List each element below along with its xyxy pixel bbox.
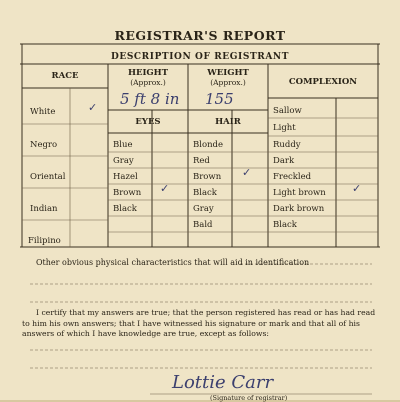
- weight-approx-label: (Approx.): [210, 78, 246, 87]
- complexion-option-light-brown: Light brown: [273, 188, 326, 198]
- hair-option-gray: Gray: [193, 204, 214, 214]
- complexion-option-sallow: Sallow: [273, 106, 302, 116]
- hair-header: HAIR: [215, 117, 241, 127]
- complexion-option-dark-brown: Dark brown: [273, 204, 325, 214]
- eyes-option-hazel: Hazel: [113, 172, 138, 182]
- complexion-header: COMPLEXION: [288, 77, 358, 87]
- hair-option-bald: Bald: [193, 220, 213, 230]
- complexion-option-light: Light: [273, 123, 296, 133]
- eyes-brown-check-mark: ✓: [160, 182, 170, 195]
- certification-paragraph: I certify that my answers are true; that the person registered has read or has had read to him his own answers; that I have witnessed his signature or mark and that all of his answers of which I have knowledge are true, except as follows:: [22, 308, 376, 338]
- race-header: RACE: [51, 71, 79, 81]
- hair-option-brown: Brown: [193, 172, 222, 182]
- height-approx-label: (Approx.): [130, 78, 166, 87]
- registrar-signature: Lottie Carr: [172, 372, 274, 393]
- complexion-option-freckled: Freckled: [273, 172, 312, 182]
- complexion-light-brown-check-mark: ✓: [352, 182, 362, 195]
- signature-caption: (Signature of registrar): [210, 394, 288, 402]
- eyes-option-brown: Brown: [113, 188, 142, 198]
- race-white-check-mark: ✓: [88, 101, 98, 114]
- complexion-option-dark: Dark: [273, 156, 295, 166]
- hair-option-blonde: Blonde: [193, 140, 224, 150]
- race-option-negro: Negro: [30, 140, 58, 150]
- hair-option-black: Black: [193, 188, 217, 198]
- complexion-option-black: Black: [273, 220, 297, 230]
- form-title: REGISTRAR'S REPORT: [114, 28, 286, 43]
- race-option-indian: Indian: [30, 204, 58, 214]
- height-header: HEIGHT: [127, 68, 169, 78]
- eyes-option-blue: Blue: [113, 140, 133, 150]
- race-option-white: White: [30, 107, 56, 117]
- section-title: DESCRIPTION OF REGISTRANT: [110, 52, 290, 62]
- race-option-filipino: Filipino: [28, 236, 61, 246]
- complexion-option-ruddy: Ruddy: [273, 140, 301, 150]
- race-option-oriental: Oriental: [30, 172, 66, 182]
- eyes-option-gray: Gray: [113, 156, 134, 166]
- weight-value: 155: [205, 90, 234, 108]
- height-value: 5 ft 8 in: [120, 90, 180, 108]
- hair-option-red: Red: [193, 156, 210, 166]
- eyes-option-black: Black: [113, 204, 137, 214]
- eyes-header: EYES: [135, 117, 161, 127]
- hair-brown-check-mark: ✓: [242, 166, 252, 179]
- other-characteristics-label: Other obvious physical characteristics that will aid in identification: [36, 258, 310, 267]
- weight-header: WEIGHT: [207, 68, 249, 78]
